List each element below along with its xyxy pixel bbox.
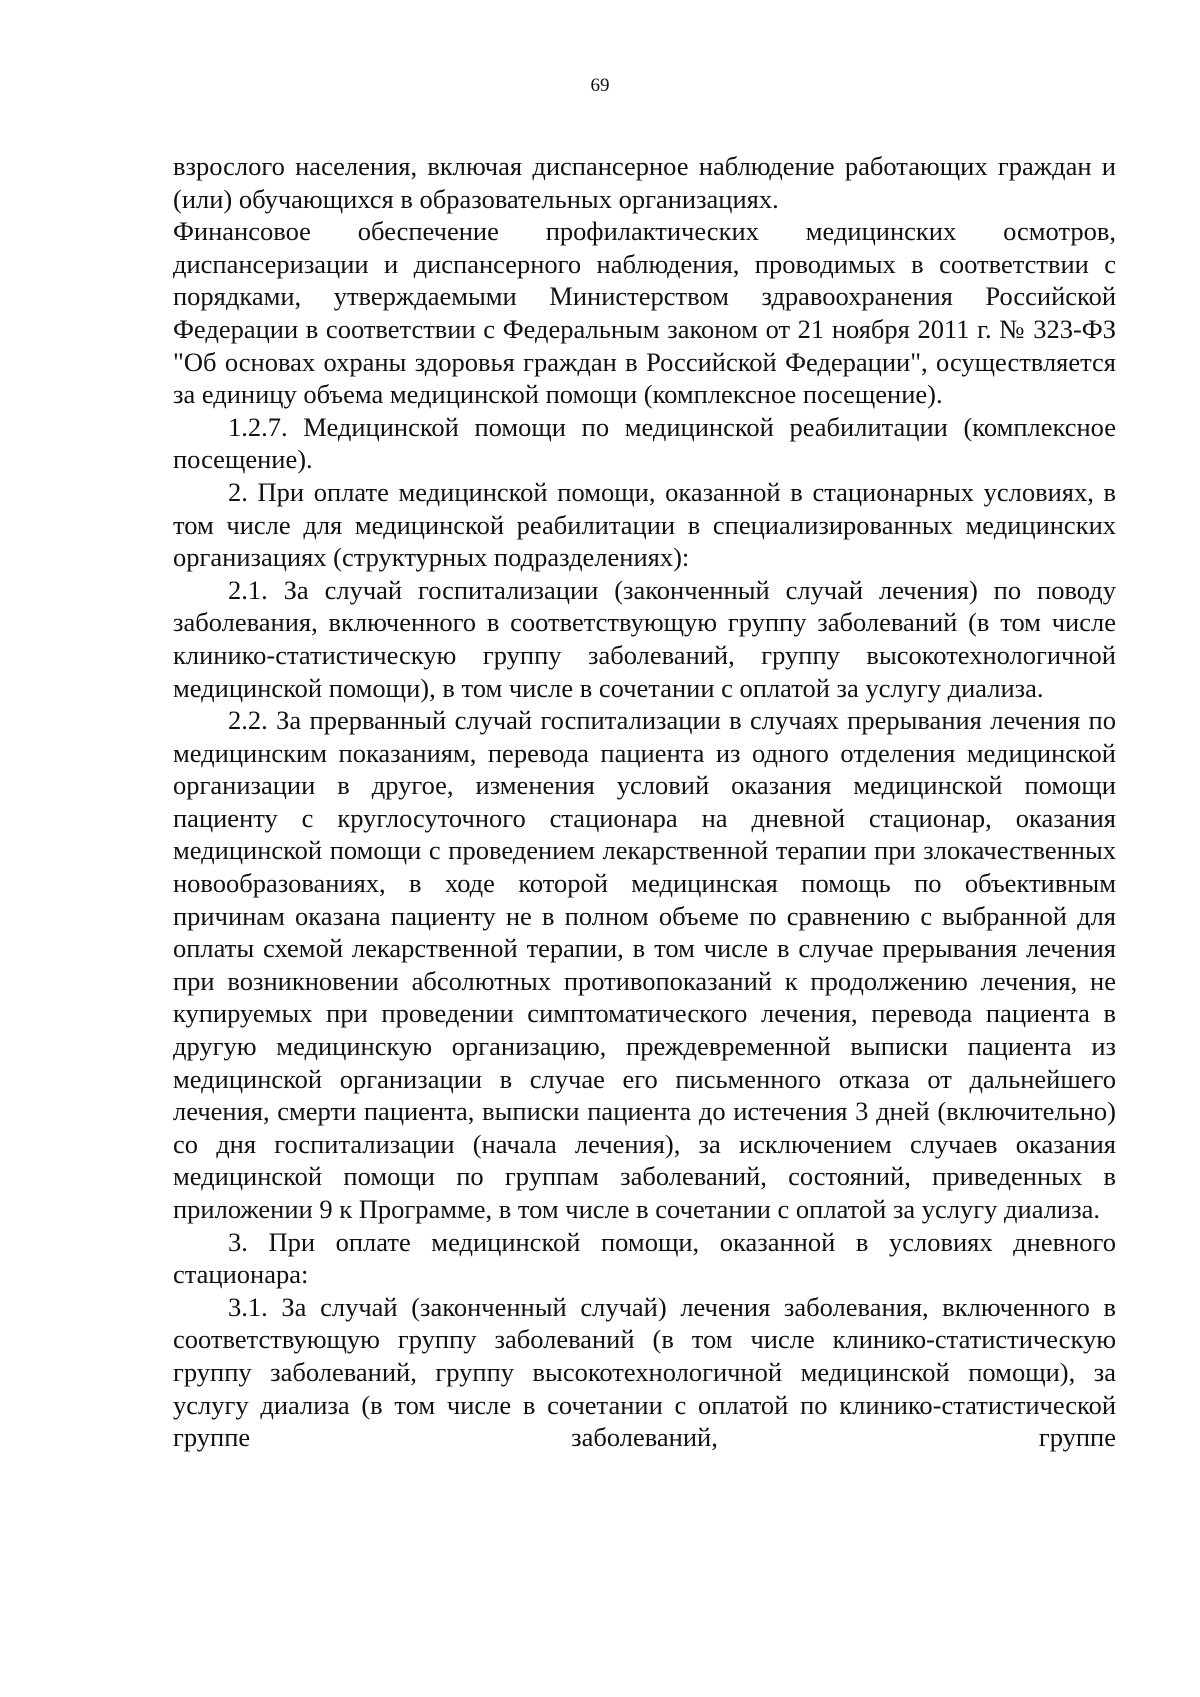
- paragraph-3: 3. При оплате медицинской помощи, оказанной в условиях дневного стационара:: [173, 1226, 1116, 1290]
- paragraph-continuation: взрослого населения, включая диспансерное наблюдение работающих граждан и (или) обучающихся в образовательных организациях.: [173, 151, 1116, 214]
- paragraph-1-2-7: 1.2.7. Медицинской помощи по медицинской реабилитации (комплексное посещение).: [173, 411, 1116, 475]
- paragraph-financing: Финансовое обеспечение профилактических медицинских осмотров, диспансеризации и диспансерного наблюдения, проводимых в соответствии с порядками, утверждаемыми Министерством здравоохранения Российской Федерации в соответствии с Федеральным законом от 21 ноября 2011 г. № 323-ФЗ "Об основах охраны здоровья граждан в Российской Федерации", осуществляется за единицу объема медицинской помощи (комплексное посещение).: [173, 216, 1116, 410]
- paragraph-2-1: 2.1. За случай госпитализации (законченный случай лечения) по поводу заболевания, включенного в соответствующую группу заболеваний (в том числе клинико-статистическую группу заболеваний, группу высокотехнологичной медицинской помощи), в том числе в сочетании с оплатой за услугу диализа.: [173, 574, 1116, 703]
- paragraph-2: 2. При оплате медицинской помощи, оказанной в стационарных условиях, в том числе для медицинской реабилитации в специализированных медицинских организациях (структурных подразделениях):: [173, 476, 1116, 573]
- paragraph-2-2: 2.2. За прерванный случай госпитализации в случаях прерывания лечения по медицинским показаниям, перевода пациента из одного отделения медицинской организации в другое, изменения условий оказания медицинской помощи пациенту с круглосуточного стационара на дневной стационар, оказания медицинской помощи с проведением лекарственной терапии при злокачественных новообразованиях, в ходе которой медицинская помощь по объективным причинам оказана пациенту не в полном объеме по сравнению с выбранной для оплаты схемой лекарственной терапии, в том числе в случае прерывания лечения при возникновении абсолютных противопоказаний к продолжению лечения, не купируемых при проведении симптоматического лечения, перевода пациента в другую медицинскую организацию, преждевременной выписки пациента из медицинской организации в случае его письменного отказа от дальнейшего лечения, смерти пациента, выписки пациента до истечения 3 дней (включительно) со дня госпитализации (начала лечения), за исключением случаев оказания медицинской помощи по группам заболеваний, состояний, приведенных в приложении 9 к Программе, в том числе в сочетании с оплатой за услугу диализа.: [173, 705, 1116, 1224]
- document-body: [173, 150, 1116, 1454]
- page-number: 69: [590, 75, 610, 96]
- paragraph-3-1: 3.1. За случай (законченный случай) лечения заболевания, включенного в соответствующую группу заболеваний (в том числе клинико-статистическую группу заболеваний, группу высокотехнологичной медицинской помощи), за услугу диализа (в том числе в сочетании с оплатой по клинико-статистической группе заболеваний, группе: [173, 1291, 1116, 1453]
